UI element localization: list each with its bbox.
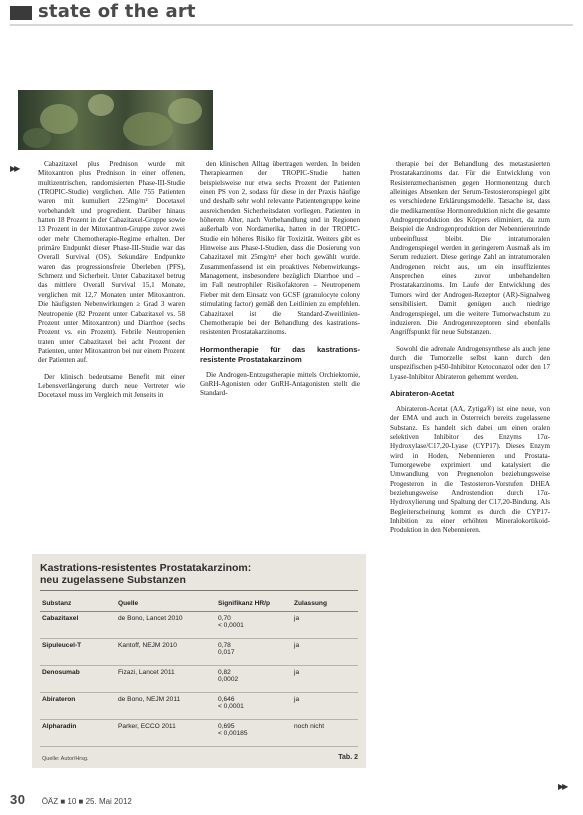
table-title-line: Kastrations-resistentes Prostatakarzinom: xyxy=(40,562,252,574)
column-header: Substanz xyxy=(40,594,116,612)
hr-value: 0,78 xyxy=(218,642,231,649)
cell-significance xyxy=(216,666,292,693)
hr-value: 0,695 xyxy=(218,723,235,730)
hr-value: 0,70 xyxy=(218,615,231,622)
paragraph: Die Androgen-Entzugstherapie mittels Orchiektomie, GnRH-Agonisten oder GnRH-Antagonisten stellt die Standard- xyxy=(200,370,360,398)
table-title xyxy=(40,562,251,586)
cell-significance xyxy=(216,639,292,666)
page-footer xyxy=(10,792,132,807)
cell-source: Parker, ECCO 2011 xyxy=(116,720,216,747)
hr-value: 0,646 xyxy=(218,696,235,703)
cell-approval: noch nicht xyxy=(292,720,358,747)
section-heading: Abirateron-Acetat xyxy=(390,388,455,398)
column-header: Signifikanz HR/p xyxy=(216,594,292,612)
table-title-divider xyxy=(40,590,358,591)
paragraph: therapie bei der Behandlung des metastasierten Prostatakarzinoms dar. Für die Entwicklung von Resistenzmechanismen gegen Hormonentzug durch alleiniges Absenken der Serum-Testosteronspiegel gibt es verschiedene Erklärungsmodelle. Tatsache ist, dass die medikamentöse Hormonreduktion nicht die gesamte Androgenproduktion des Körpers eliminiert, da zum Beispiel die Androgenproduktion der Nebennierenrinde unbeeinflusst bleibt. Die intratumoralen Androgenspiegel werden in geringerem Ausmaß als im Serum reduziert. Diese geringe Zahl an intratumoralen Androgenen reicht aus, um ein insuffizientes Ansprechen eines zuvor unbehandelten Prostatakarzinoms. Im Laufe der Entwicklung des Tumors wird der Androgen-Rezeptor (AR)-Signalweg sensibilisiert. Damit genügen auch niedrige Androgenspiegel, um die weitere Tumorwachstum zu induzieren. Die Androgenrezeptoren sind ebenfalls Angriffspunkt für neue Substanzen. xyxy=(390,160,550,337)
article-photo xyxy=(18,90,213,150)
paragraph: Cabazitaxel plus Prednison wurde mit Mitoxantron plus Prednison in einer offenen, multizentrischen, randomisierten Phase-III-Studie (TROPIC-Studie) verglichen. Alle 755 Patienten waren mit kumuliert 225mg/m² Docetaxel vorbehandelt und progredient. Darüber hinaus hatten 18 Prozent in der Cabazitaxel-Gruppe sowie 13 Prozent in der Mitoxantron-Gruppe zuvor zwei oder mehr Chemotherapie-Regime erhalten. Der primäre Endpunkt dieser Phase-III-Studie war das Overall Survival (OS). Sekundäre Endpunkte waren das progressionsfreie Überleben (PFS), Schmerz und Sicherheit. Unter Cabazitaxel betrug das mittlere Overall Survival 15,1 Monate, verglichen mit 12,7 Monaten unter Mitoxantron. Die häufigsten Nebenwirkungen ≥ Grad 3 waren Neutropenie (82 Prozent unter Cabazitaxel vs. 58 Prozent unter Mitoxantron) und Diarrhoe (sechs Prozent vs. ein Prozent). Febrile Neutropenien traten unter Cabazitaxel bei acht Prozent der Patienten, unter Mitoxantron bei nur einem Prozent der Patienten auf. xyxy=(38,160,185,365)
section-marker xyxy=(10,6,32,20)
column-header: Quelle xyxy=(116,594,216,612)
page-number: 30 xyxy=(10,792,26,807)
substances-table xyxy=(40,594,358,747)
continue-arrow-icon: ▶▶ xyxy=(558,782,567,791)
section-title: state of the art xyxy=(38,1,196,22)
p-value: 0,0002 xyxy=(218,676,239,683)
header-divider xyxy=(10,24,573,26)
cell-source: de Bono, Lancet 2010 xyxy=(116,612,216,639)
paragraph: Der klinisch bedeutsame Benefit mit einer Lebensverlängerung durch neue Vertreter wie Docetaxel muss im Vergleich mit Jenseits in xyxy=(38,372,185,400)
p-value: < 0,00185 xyxy=(218,730,248,737)
column-header: Zulassung xyxy=(292,594,358,612)
paragraph: den klinischen Alltag übertragen werden. In beiden Therapiearmen der TROPIC-Studie hatten beispielsweise nur etwa sechs Prozent der Patienten einen PS von 2, sodass für diese in der Praxis häufige und deshalb sehr wohl relevante Patientengruppe keine ausreichenden Sicherheitsdaten vorliegen. Patienten in höherem Alter, nach Vorbehandlung und in Regionen außerhalb von Nordamerika, hatten in der TROPIC-Studie ein höheres Risiko für Toxizität. Weiters gibt es Hinweise aus Phase-I-Studien, dass die Dosierung von Cabazitaxel mit 25mg/m² eher hoch gewählt wurde. Zusammenfassend ist ein proaktives Nebenwirkungs-Management, insbesondere bezüglich Diarrhoe und – im Fall neutrophiler Risikofaktoren – Neutropenem Fieber mit dem Einsatz von GCSF (granulocyte colony stimulating factor) gemäß den Leitlinien zu empfehlen. Cabazitaxel ist die Standard-Zweitlinien-Chemotherapie bei der Behandlung des kastrations-resistenten Prostatakarzinoms. xyxy=(200,160,360,337)
cell-substance: Abirateron xyxy=(40,693,116,720)
cell-significance xyxy=(216,693,292,720)
cell-substance: Sipuleucel-T xyxy=(40,639,116,666)
cell-source: Fizazi, Lancet 2011 xyxy=(116,666,216,693)
cell-significance xyxy=(216,720,292,747)
section-heading: Hormontherapie für das kastrations-resistente Prostatakarzinom xyxy=(200,344,360,364)
table-source-note: Quelle: Autor/Hrsg. xyxy=(42,756,89,762)
paragraph: Sowohl die adrenale Androgensynthese als auch jene durch die Tumorzelle selbst kann durch den unspezifischen p450-Inhibitor Ketoconazol oder den 17 Lyase-Inhibitor Abirateron gehemmt werden. xyxy=(390,344,550,381)
table-row xyxy=(40,666,358,693)
hr-value: 0,82 xyxy=(218,669,231,676)
cell-source: Kantoff, NEJM 2010 xyxy=(116,639,216,666)
table-number: Tab. 2 xyxy=(338,754,358,761)
cell-significance xyxy=(216,612,292,639)
table-header-row xyxy=(40,594,358,612)
table-row xyxy=(40,639,358,666)
cell-substance: Denosumab xyxy=(40,666,116,693)
cell-approval: ja xyxy=(292,639,358,666)
paragraph: Abirateron-Acetat (AA, Zytiga®) ist eine neue, von der EMA und auch in Österreich bereits zugelassene Substanz. Es handelt sich dabei um einen oralen selektiven Inhibitor des Enzyms 17α-Hydroxylase/C17,20-Lyase (CYP17). Dieses Enzym wird in Hoden, Nebennieren und Prostata-Tumorgewebe exprimiert und katalysiert die Umwandlung von Pregnenolon beziehungsweise Progesteron in die Testosteron-Vorstufen DHEA beziehungsweise Androstendion durch 17α-Hydroxylierung und Spaltung der C17,20-Bindung. Als Begleiterscheinung kommt es durch die CYP17-Inhibition zu einer erhöhten Mineralokortikoid-Produktion in den Nebennieren. xyxy=(390,404,550,535)
cell-substance: Cabazitaxel xyxy=(40,612,116,639)
journal-issue: ÖÄZ ■ 10 ■ 25. Mai 2012 xyxy=(41,797,132,806)
text-column-3 xyxy=(390,160,550,543)
table-row xyxy=(40,693,358,720)
text-column-2 xyxy=(200,160,360,406)
p-value: < 0,0001 xyxy=(218,622,244,629)
text-column-1 xyxy=(38,160,185,408)
cell-source: de Bono, NEJM 2011 xyxy=(116,693,216,720)
cell-approval: ja xyxy=(292,666,358,693)
table-row xyxy=(40,720,358,747)
table-title-line: neu zugelassene Substanzen xyxy=(40,574,186,586)
p-value: < 0,0001 xyxy=(218,703,244,710)
cell-approval: ja xyxy=(292,693,358,720)
cell-substance: Alpharadin xyxy=(40,720,116,747)
continue-arrow-icon: ▶▶ xyxy=(10,164,19,173)
table-row xyxy=(40,612,358,639)
cell-approval: ja xyxy=(292,612,358,639)
p-value: 0,017 xyxy=(218,649,235,656)
substances-table-box xyxy=(32,554,366,768)
